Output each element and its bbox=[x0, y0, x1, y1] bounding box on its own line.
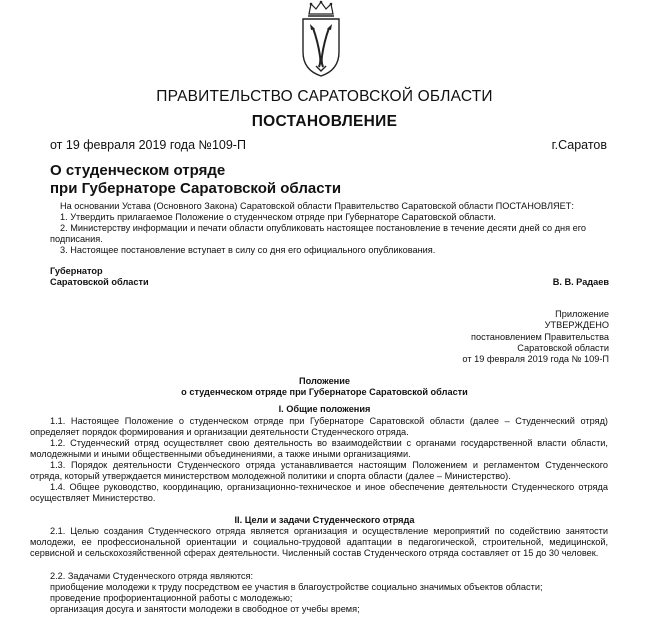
decree-item-3: 3. Настоящее постановление вступает в силу со дня его официального опубликования. bbox=[60, 245, 436, 255]
paragraph-1-1: 1.1. Настоящее Положение о студенческом отряде при Губернаторе Саратовской области (далее – Студенческий отряд) определяет порядок формирования и организации деятельности Студенческого отряда. bbox=[30, 416, 608, 438]
decree-title-line2: при Губернаторе Саратовской области bbox=[50, 180, 342, 197]
appendix-line5: от 19 февраля 2019 года № 109-П bbox=[462, 354, 609, 365]
decree-item-2: 2. Министерству информации и печати области опубликовать настоящее постановление в течение десяти дней со дня его подписания. bbox=[50, 223, 587, 245]
section-heading-2: II. Цели и задачи Студенческого отряда bbox=[234, 515, 415, 525]
city: г.Саратов bbox=[551, 138, 607, 152]
appendix-line3: постановлением Правительства bbox=[471, 331, 609, 342]
paragraph-1-3: 1.3. Порядок деятельности Студенческого отряда устанавливается настоящим Положением и регламентом Студенческого отряда, который утверждается министерством молодежной политики и спорта области (далее – Министерство). bbox=[30, 460, 608, 482]
paragraph-1-2: 1.2. Студенческий отряд осуществляет свою деятельность во взаимодействии с органами государственной власти области, молодежными и иными общественными объединениями, а также иными организациями. bbox=[30, 438, 608, 460]
signature-position-line1: Губернатор bbox=[50, 266, 103, 276]
decree-item-1: 1. Утвердить прилагаемое Положение о студенческом отряде при Губернаторе Саратовской области. bbox=[60, 212, 496, 222]
paragraph-2-1: 2.1. Целью создания Студенческого отряда является организация и осуществление мероприятий по содействию занятости молодежи, ее профессиональной ориентации и социально-трудовой адаптации в педагогической, строительной, медицинской, сервисной и сельскохозяйственной сферах деятельности. Численный состав Студенческого отряда составляет от 15 до 30 человек. bbox=[30, 526, 608, 559]
signature-position-line2: Саратовской области bbox=[50, 277, 149, 288]
regulation-title-line2: о студенческом отряде при Губернаторе Саратовской области bbox=[181, 387, 468, 398]
section-heading-1: I. Общие положения bbox=[278, 404, 371, 414]
paragraph-1-4: 1.4. Общее руководство, координацию, организационно-техническое и иное обеспечение деятельности Студенческого отряда осуществляет Министерство. bbox=[30, 482, 608, 504]
appendix-block bbox=[462, 309, 609, 365]
appendix-line1: Приложение bbox=[555, 309, 609, 319]
decree-title-line1: О студенческом отряде bbox=[50, 162, 226, 179]
list-item: организация досуга и занятости молодежи в свободное от учебы время; bbox=[50, 604, 360, 614]
preamble: На основании Устава (Основного Закона) Саратовской области Правительство Саратовской области ПОСТАНОВЛЯЕТ: bbox=[60, 201, 574, 211]
regulation-title-line1: Положение bbox=[298, 376, 350, 386]
government-title: ПРАВИТЕЛЬСТВО САРАТОВСКОЙ ОБЛАСТИ bbox=[156, 88, 493, 105]
date-number: от 19 февраля 2019 года №109-П bbox=[50, 138, 246, 152]
list-item: проведение профориентационной работы с молодежью; bbox=[50, 593, 293, 603]
signature-position bbox=[50, 266, 149, 288]
regulation-title bbox=[0, 376, 649, 398]
appendix-line4: Саратовской области bbox=[517, 342, 609, 353]
list-item: приобщение молодежи к труду посредством ее участия в благоустройстве социально значимых объектов области; bbox=[50, 582, 543, 592]
appendix-line2: УТВЕРЖДЕНО bbox=[544, 320, 609, 331]
signature-name: В. В. Радаев bbox=[552, 277, 609, 287]
coat-of-arms-icon bbox=[296, 0, 346, 78]
document-type: ПОСТАНОВЛЕНИЕ bbox=[251, 113, 398, 130]
decree-title bbox=[50, 162, 341, 198]
paragraph-2-2: 2.2. Задачами Студенческого отряда являются: bbox=[50, 571, 254, 581]
